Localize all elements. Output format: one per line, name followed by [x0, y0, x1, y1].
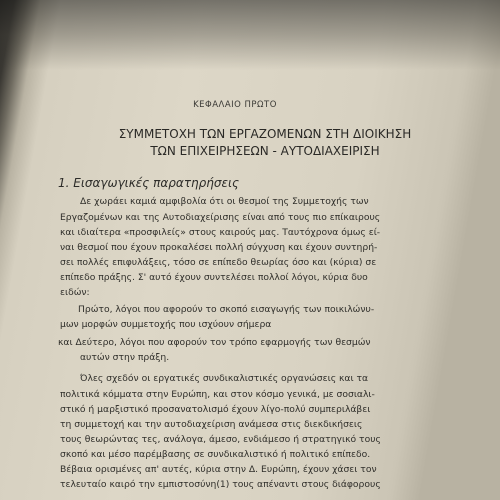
body-line: Βέβαια ορισμένες απ' αυτές, κύρια στην Δ. Ευρώπη, έχουν χάσει τον — [60, 464, 377, 475]
body-line: τη συμμετοχή και την αυτοδιαχείριση ανάμεσα στις διεκδικήσεις — [60, 419, 363, 430]
body-line: και Δεύτερο, λόγοι που αφορούν τον τρόπο εφαρμογής των θεσμών — [58, 337, 371, 348]
body-line: αυτών στην πράξη. — [80, 352, 170, 363]
body-line: μων μορφών συμμετοχής που ισχύουν σήμερα — [60, 319, 272, 330]
section-heading: 1. Εισαγωγικές παρατηρήσεις — [58, 176, 240, 190]
chapter-title-line-2: ΤΩΝ ΕΠΙΧΕΙΡΗΣΕΩΝ - ΑΥΤΟΔΙΑΧΕΙΡΙΣΗ — [150, 144, 380, 158]
body-line: σκοπό και μέσο παρέμβασης σε συνδικαλιστικό ή πολιτικό επίπεδο. — [60, 449, 371, 460]
body-line: τελευταίο καιρό την εμπιστοσύνη(1) τους απέναντι στους διάφορους — [60, 479, 381, 490]
chapter-title-line-1: ΣΥΜΜΕΤΟΧΗ ΤΩΝ ΕΡΓΑΖΟΜΕΝΩΝ ΣΤΗ ΔΙΟΙΚΗΣΗ — [118, 127, 412, 141]
chapter-heading: ΚΕΦΑΛΑΙΟ ΠΡΩΤΟ — [193, 100, 277, 110]
body-line: πολιτικά κόμματα στην Ευρώπη, και στον κόσμο γενικά, με σοσιαλι- — [60, 389, 375, 400]
chapter-title — [60, 126, 470, 160]
body-line: Εργαζομένων και της Αυτοδιαχείρισης είναι από τους πιο επίκαιρους — [60, 212, 381, 223]
body-line: ειδών: — [60, 287, 90, 298]
body-line: τους θεωρώντας τες, ανάλογα, άμεσο, ενδιάμεσο ή στρατηγικό τους — [60, 434, 381, 445]
body-line: στικό ή μαρξιστικό προσανατολισμό έχουν λίγο-πολύ συμπεριλάβει — [60, 404, 371, 415]
body-line: Πρώτο, λόγοι που αφορούν το σκοπό εισαγωγής των ποικιλώνυ- — [78, 304, 375, 315]
body-line: και ιδιαίτερα «προσφιλείς» στους καιρούς μας. Ταυτόχρονα όμως εί- — [60, 227, 381, 238]
body-line: σει πολλές επιφυλάξεις, τόσο σε επίπεδο θεωρίας όσο και (κύρια) σε — [60, 257, 377, 268]
body-line: Όλες σχεδόν οι εργατικές συνδικαλιστικές οργανώσεις και τα — [80, 373, 369, 384]
body-line: Δε χωράει καμιά αμφιβολία ότι οι θεσμοί της Συμμετοχής των — [80, 196, 369, 207]
body-line: επίπεδο πράξης. Σ' αυτό έχουν συντελέσει πολλοί λόγοι, κύρια δυο — [60, 272, 368, 283]
body-line: ναι θεσμοί που έχουν προκαλέσει πολλή σύγχυση και έχουν συντηρή- — [60, 242, 378, 253]
